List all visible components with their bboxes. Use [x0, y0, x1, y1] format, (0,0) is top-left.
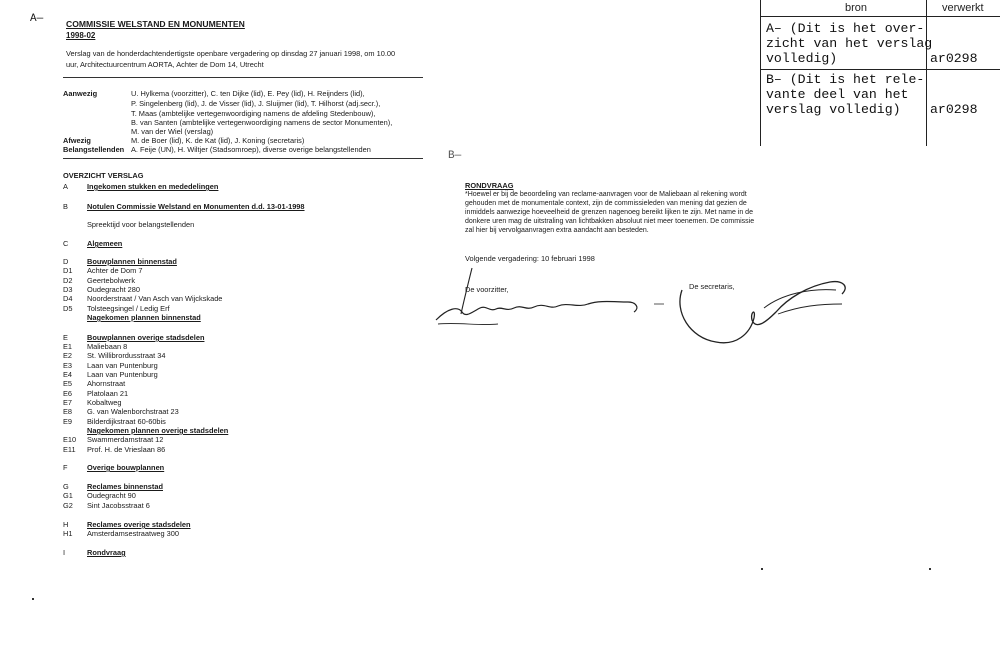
stamp-row-b-line: verslag volledig): [766, 102, 901, 117]
item-text: Swammerdamstraat 12: [87, 435, 164, 444]
rondvraag-line: *Hoewel er bij de beoordeling van reclame-aanvragen voor de Maliebaan al rekening wordt: [465, 191, 747, 198]
aanwezig-line: P. Singelenberg (lid), J. de Visser (lid), J. Sluijmer (lid), T. Hilhorst (adj.secr.),: [131, 99, 381, 108]
list-item: [0, 407, 430, 417]
section-code: G: [63, 482, 69, 491]
overview-title: OVERZICHT VERSLAG: [63, 171, 144, 180]
marker-a: A—: [30, 13, 44, 25]
item-code: E4: [63, 370, 73, 379]
stamp-header-bron: bron: [845, 2, 868, 14]
aanwezig-line: T. Maas (ambtelijke vertegenwoordiging namens de afdeling Stedenbouw),: [131, 109, 376, 118]
next-meeting: Volgende vergadering: 10 februari 1998: [465, 254, 595, 263]
aanwezig-line: M. van der Wiel (verslag): [131, 127, 214, 136]
section-title: Ingekomen stukken en mededelingen: [87, 182, 219, 191]
belangstellenden-text: A. Feije (UN), H. Wiltjer (Stadsomroep), diverse overige belangstellenden: [131, 145, 371, 154]
section-code: I: [63, 548, 66, 557]
rondvraag-line: donkere uren mag de uitstraling van lichtbakken absoluut niet meer toenemen. De commissie: [465, 218, 755, 225]
rondvraag-line: gehouden met de monumentale context, zijn de commissieleden van mening dat gezien de: [465, 200, 747, 207]
item-code: D1: [63, 266, 73, 275]
section-f: [0, 463, 430, 474]
stamp-row-a-line: zicht van het verslag: [766, 36, 933, 51]
item-code: D5: [63, 304, 73, 313]
item-text: Ahornstraat: [87, 379, 126, 388]
section-title: Rondvraag: [87, 548, 126, 557]
stamp-divider: [926, 0, 927, 146]
secretary-signature: [670, 268, 860, 348]
section-code: F: [63, 463, 68, 472]
section-code: A: [63, 182, 68, 191]
list-item: [0, 435, 430, 445]
list-item: [0, 445, 430, 455]
item-code: E3: [63, 361, 73, 370]
rondvraag-line: zal hier bij vervolgaanvragen extra aandacht aan besteden.: [465, 227, 649, 234]
list-item: [0, 304, 430, 314]
item-text: Oudegracht 280: [87, 285, 141, 294]
item-code: D4: [63, 294, 73, 303]
item-code: H1: [63, 529, 73, 538]
scan-speck: [32, 598, 34, 600]
item-code: D3: [63, 285, 73, 294]
section-title: Notulen Commissie Welstand en Monumenten d.d. 13-01-1998: [87, 202, 305, 211]
chair-signature: [428, 262, 668, 332]
doc-number: 1998-02: [66, 31, 96, 40]
stamp-divider: [760, 0, 761, 146]
item-text: Laan van Puntenburg: [87, 361, 158, 370]
item-text: Sint Jacobsstraat 6: [87, 501, 150, 510]
item-code: E6: [63, 389, 73, 398]
rondvraag-line: inmiddels aanwezige hoeveelheid de grenzen nagenoeg bereikt lijken te zijn. Met name in de: [465, 209, 753, 216]
marker-b: B—: [448, 150, 462, 162]
item-text: Tolsteegsingel / Ledig Erf: [87, 304, 170, 313]
section-a: [0, 182, 430, 193]
item-code: D2: [63, 276, 73, 285]
item-text: Oudegracht 90: [87, 491, 136, 500]
item-code: G1: [63, 491, 73, 500]
afwezig-text: M. de Boer (lid), K. de Kat (lid), J. Koning (secretaris): [131, 136, 305, 145]
aanwezig-line: U. Hylkema (voorzitter), C. ten Dijke (lid), E. Pey (lid), H. Reijnders (lid),: [131, 89, 365, 98]
item-code: E7: [63, 398, 73, 407]
section-title: Bouwplannen binnenstad: [87, 257, 177, 266]
list-item: [0, 294, 430, 304]
item-code: E2: [63, 351, 73, 360]
stamp-row-a-line: A– (Dit is het over-: [766, 21, 925, 36]
stamp-row-b-code: ar0298: [930, 102, 978, 117]
item-code: G2: [63, 501, 73, 510]
stamp-row-b-line: B– (Dit is het rele-: [766, 72, 925, 87]
item-text: Platolaan 21: [87, 389, 129, 398]
list-item: [0, 529, 430, 539]
stamp-divider: [760, 16, 1000, 17]
list-item: [0, 491, 430, 501]
item-text: Geertebolwerk: [87, 276, 136, 285]
item-code: E1: [63, 342, 73, 351]
section-b-note: Spreektijd voor belangstellenden: [87, 220, 195, 229]
list-item: [0, 379, 430, 389]
section-b: [0, 202, 430, 213]
item-text: G. van Walenborchstraat 23: [87, 407, 179, 416]
section-title: Bouwplannen overige stadsdelen: [87, 333, 205, 342]
item-text: Achter de Dom 7: [87, 266, 143, 275]
attendance-rule: [63, 158, 423, 159]
item-code: E9: [63, 417, 73, 426]
item-text: Amsterdamsestraatweg 300: [87, 529, 180, 538]
stamp-row-a-line: volledig): [766, 51, 838, 66]
afwezig-label: Afwezig: [63, 136, 91, 145]
item-text: Maliebaan 8: [87, 342, 128, 351]
header-rule: [63, 77, 423, 78]
stamp-row-b-line: vante deel van het: [766, 87, 909, 102]
list-item: [0, 501, 430, 511]
aanwezig-label: Aanwezig: [63, 89, 98, 98]
secretary-label: De secretaris,: [689, 282, 735, 291]
stamp-header-verwerkt: verwerkt: [942, 2, 984, 14]
item-code: E8: [63, 407, 73, 416]
stamp-divider: [760, 69, 1000, 70]
doc-title: COMMISSIE WELSTAND EN MONUMENTEN: [66, 19, 245, 29]
subsection-title: Nagekomen plannen overige stadsdelen: [87, 426, 229, 435]
section-i: [0, 548, 430, 559]
rondvraag-title: RONDVRAAG: [465, 181, 514, 190]
item-code: E11: [63, 445, 76, 454]
list-item: [0, 266, 430, 276]
section-title: Algemeen: [87, 239, 123, 248]
item-text: Bilderdijkstraat 60-60bis: [87, 417, 166, 426]
doc-intro-line: Verslag van de honderdachtendertigste openbare vergadering op dinsdag 27 januari 1998, om 10.00: [66, 49, 396, 58]
item-text: Laan van Puntenburg: [87, 370, 158, 379]
item-text: St. Willibrordusstraat 34: [87, 351, 166, 360]
item-code: E5: [63, 379, 73, 388]
chair-label: De voorzitter,: [465, 285, 509, 294]
doc-intro-line: uur, Architectuurcentrum AORTA, Achter de Dom 14, Utrecht: [66, 60, 264, 69]
aanwezig-line: B. van Santen (ambtelijke vertegenwoordiging namens de sector Monumenten),: [131, 118, 393, 127]
scan-speck: [929, 568, 931, 570]
item-text: Noorderstraat / Van Asch van Wijckskade: [87, 294, 223, 303]
section-c: [0, 239, 430, 250]
section-title: Reclames binnenstad: [87, 482, 163, 491]
section-title: Reclames overige stadsdelen: [87, 520, 191, 529]
subsection-title: Nagekomen plannen binnenstad: [87, 313, 201, 322]
section-code: H: [63, 520, 69, 529]
section-code: C: [63, 239, 69, 248]
item-text: Prof. H. de Vrieslaan 86: [87, 445, 166, 454]
item-text: Kobaltweg: [87, 398, 122, 407]
stamp-row-a-code: ar0298: [930, 51, 978, 66]
list-item: [0, 351, 430, 361]
section-title: Overige bouwplannen: [87, 463, 165, 472]
section-code: E: [63, 333, 68, 342]
section-code: D: [63, 257, 69, 266]
archive-stamp-table: [760, 0, 1000, 146]
scan-speck: [761, 568, 763, 570]
section-code: B: [63, 202, 68, 211]
belangstellenden-label: Belangstellenden: [63, 145, 125, 154]
item-code: E10: [63, 435, 77, 444]
